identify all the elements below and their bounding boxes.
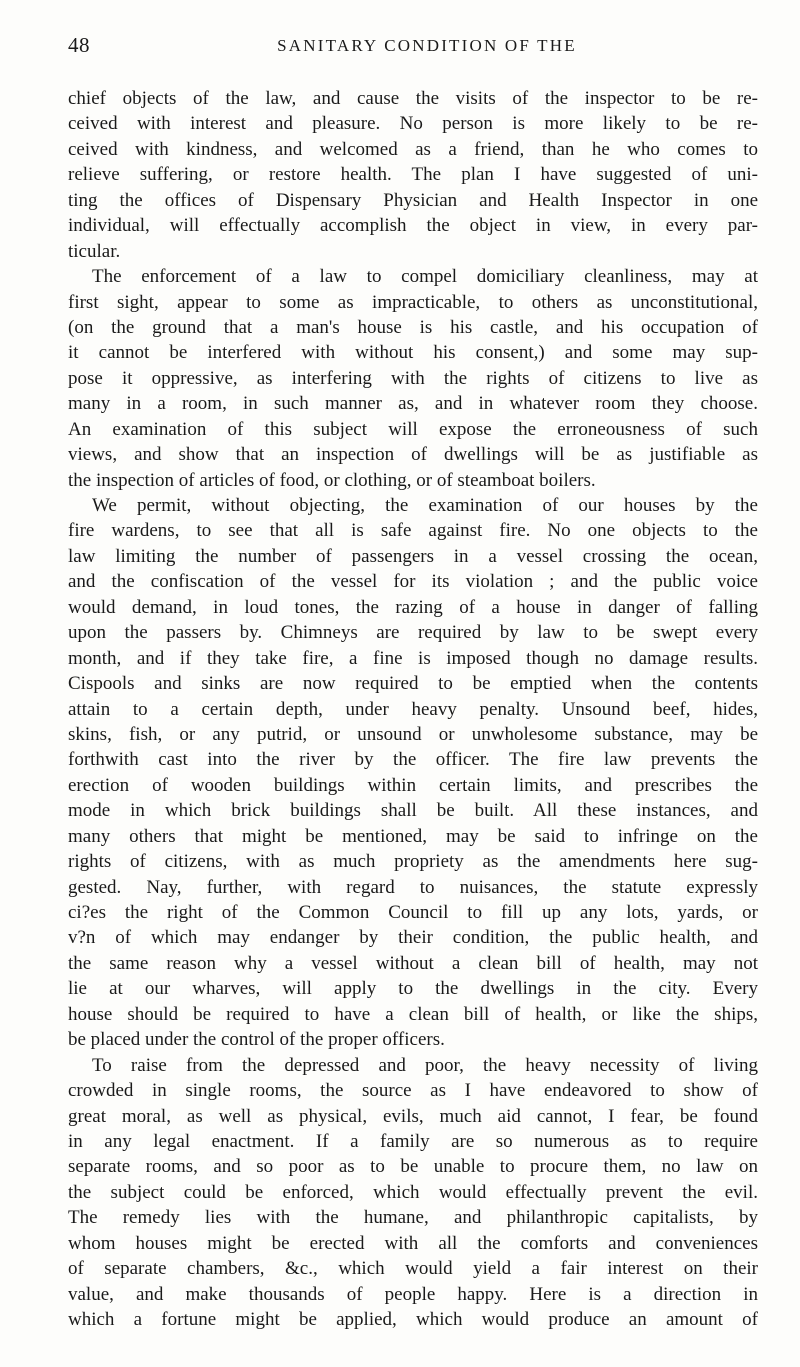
text-line: views, and show that an inspection of dwellings will be as justifiable as	[68, 444, 758, 466]
text-line: whom houses might be erected with all the comforts and conveniences	[68, 1232, 758, 1254]
text-line: ceived with kindness, and welcomed as a friend, than he who comes to	[68, 138, 758, 160]
text-line: it cannot be interfered with without his consent,) and some may sup-	[68, 342, 758, 364]
running-head: SANITARY CONDITION OF THE	[277, 36, 577, 55]
text-line: value, and make thousands of people happy. Here is a direction in	[68, 1283, 758, 1305]
text-line: Cispools and sinks are now required to be emptied when the contents	[68, 673, 758, 695]
text-line: would demand, in loud tones, the razing of a house in danger of falling	[68, 596, 758, 618]
text-line: the inspection of articles of food, or clothing, or of steamboat boilers.	[68, 469, 596, 491]
text-line: ting the offices of Dispensary Physician and Health Inspector in one	[68, 189, 758, 211]
text-line: An examination of this subject will expose the erroneousness of such	[68, 418, 758, 440]
text-line: forthwith cast into the river by the officer. The fire law prevents the	[68, 749, 758, 771]
text-line: the same reason why a vessel without a clean bill of health, may not	[68, 952, 758, 974]
text-line: crowded in single rooms, the source as I have endeavored to show of	[68, 1080, 758, 1102]
text-line: lie at our wharves, will apply to the dwellings in the city. Every	[68, 978, 758, 1000]
text-line: gested. Nay, further, with regard to nuisances, the statute expressly	[68, 876, 758, 898]
text-line: be placed under the control of the proper officers.	[68, 1029, 445, 1051]
text-line: The remedy lies with the humane, and philanthropic capitalists, by	[68, 1207, 758, 1229]
text-line: house should be required to have a clean bill of health, or like the ships,	[68, 1003, 758, 1025]
text-line: law limiting the number of passengers in a vessel crossing the ocean,	[68, 545, 758, 567]
text-line: ticular.	[68, 240, 121, 262]
text-line: ceived with interest and pleasure. No person is more likely to be re-	[68, 113, 758, 135]
text-line: and the confiscation of the vessel for its violation ; and the public voice	[68, 571, 758, 593]
text-line: in any legal enactment. If a family are so numerous as to require	[68, 1130, 758, 1152]
text-line: v?n of which may endanger by their condition, the public health, and	[68, 927, 758, 949]
text-line: the subject could be enforced, which would effectually prevent the evil.	[68, 1181, 758, 1203]
text-line: relieve suffering, or restore health. The plan I have suggested of uni-	[68, 164, 758, 186]
text-line: of separate chambers, &c., which would yield a fair interest on their	[68, 1258, 758, 1280]
page-header	[68, 33, 758, 61]
text-line: chief objects of the law, and cause the visits of the inspector to be re-	[68, 88, 758, 109]
text-line: attain to a certain depth, under heavy penalty. Unsound beef, hides,	[68, 698, 758, 720]
text-line: To raise from the depressed and poor, the heavy necessity of living	[92, 1054, 758, 1076]
text-line: first sight, appear to some as impracticable, to others as unconstitutional,	[68, 291, 758, 313]
text-line: upon the passers by. Chimneys are required by law to be swept every	[68, 622, 758, 644]
text-line: erection of wooden buildings within certain limits, and prescribes the	[68, 774, 758, 796]
text-line: ci?es the right of the Common Council to fill up any lots, yards, or	[68, 902, 758, 923]
text-line: individual, will effectually accomplish the object in view, in every par-	[68, 215, 758, 237]
text-line: which a fortune might be applied, which would produce an amount of	[68, 1309, 758, 1330]
body-text	[68, 86, 758, 1332]
text-line: (on the ground that a man's house is his castle, and his occupation of	[68, 316, 758, 338]
text-line: The enforcement of a law to compel domiciliary cleanliness, may at	[92, 266, 758, 288]
text-line: mode in which brick buildings shall be built. All these instances, and	[68, 800, 758, 822]
text-line: pose it oppressive, as interfering with the rights of citizens to live as	[68, 367, 758, 389]
text-line: many others that might be mentioned, may be said to infringe on the	[68, 825, 758, 847]
text-line: skins, fish, or any putrid, or unsound or unwholesome substance, may be	[68, 723, 758, 745]
text-line: We permit, without objecting, the examination of our houses by the	[92, 495, 758, 516]
text-line: fire wardens, to see that all is safe against fire. No one objects to the	[68, 520, 758, 542]
text-line: rights of citizens, with as much propriety as the amendments here sug-	[68, 851, 758, 873]
text-line: great moral, as well as physical, evils, much aid cannot, I fear, be found	[68, 1105, 758, 1127]
text-line: many in a room, in such manner as, and in whatever room they choose.	[68, 393, 758, 415]
text-line: month, and if they take fire, a fine is imposed though no damage results.	[68, 647, 758, 669]
text-line: separate rooms, and so poor as to be unable to procure them, no law on	[68, 1156, 758, 1178]
page-number: 48	[68, 33, 90, 57]
